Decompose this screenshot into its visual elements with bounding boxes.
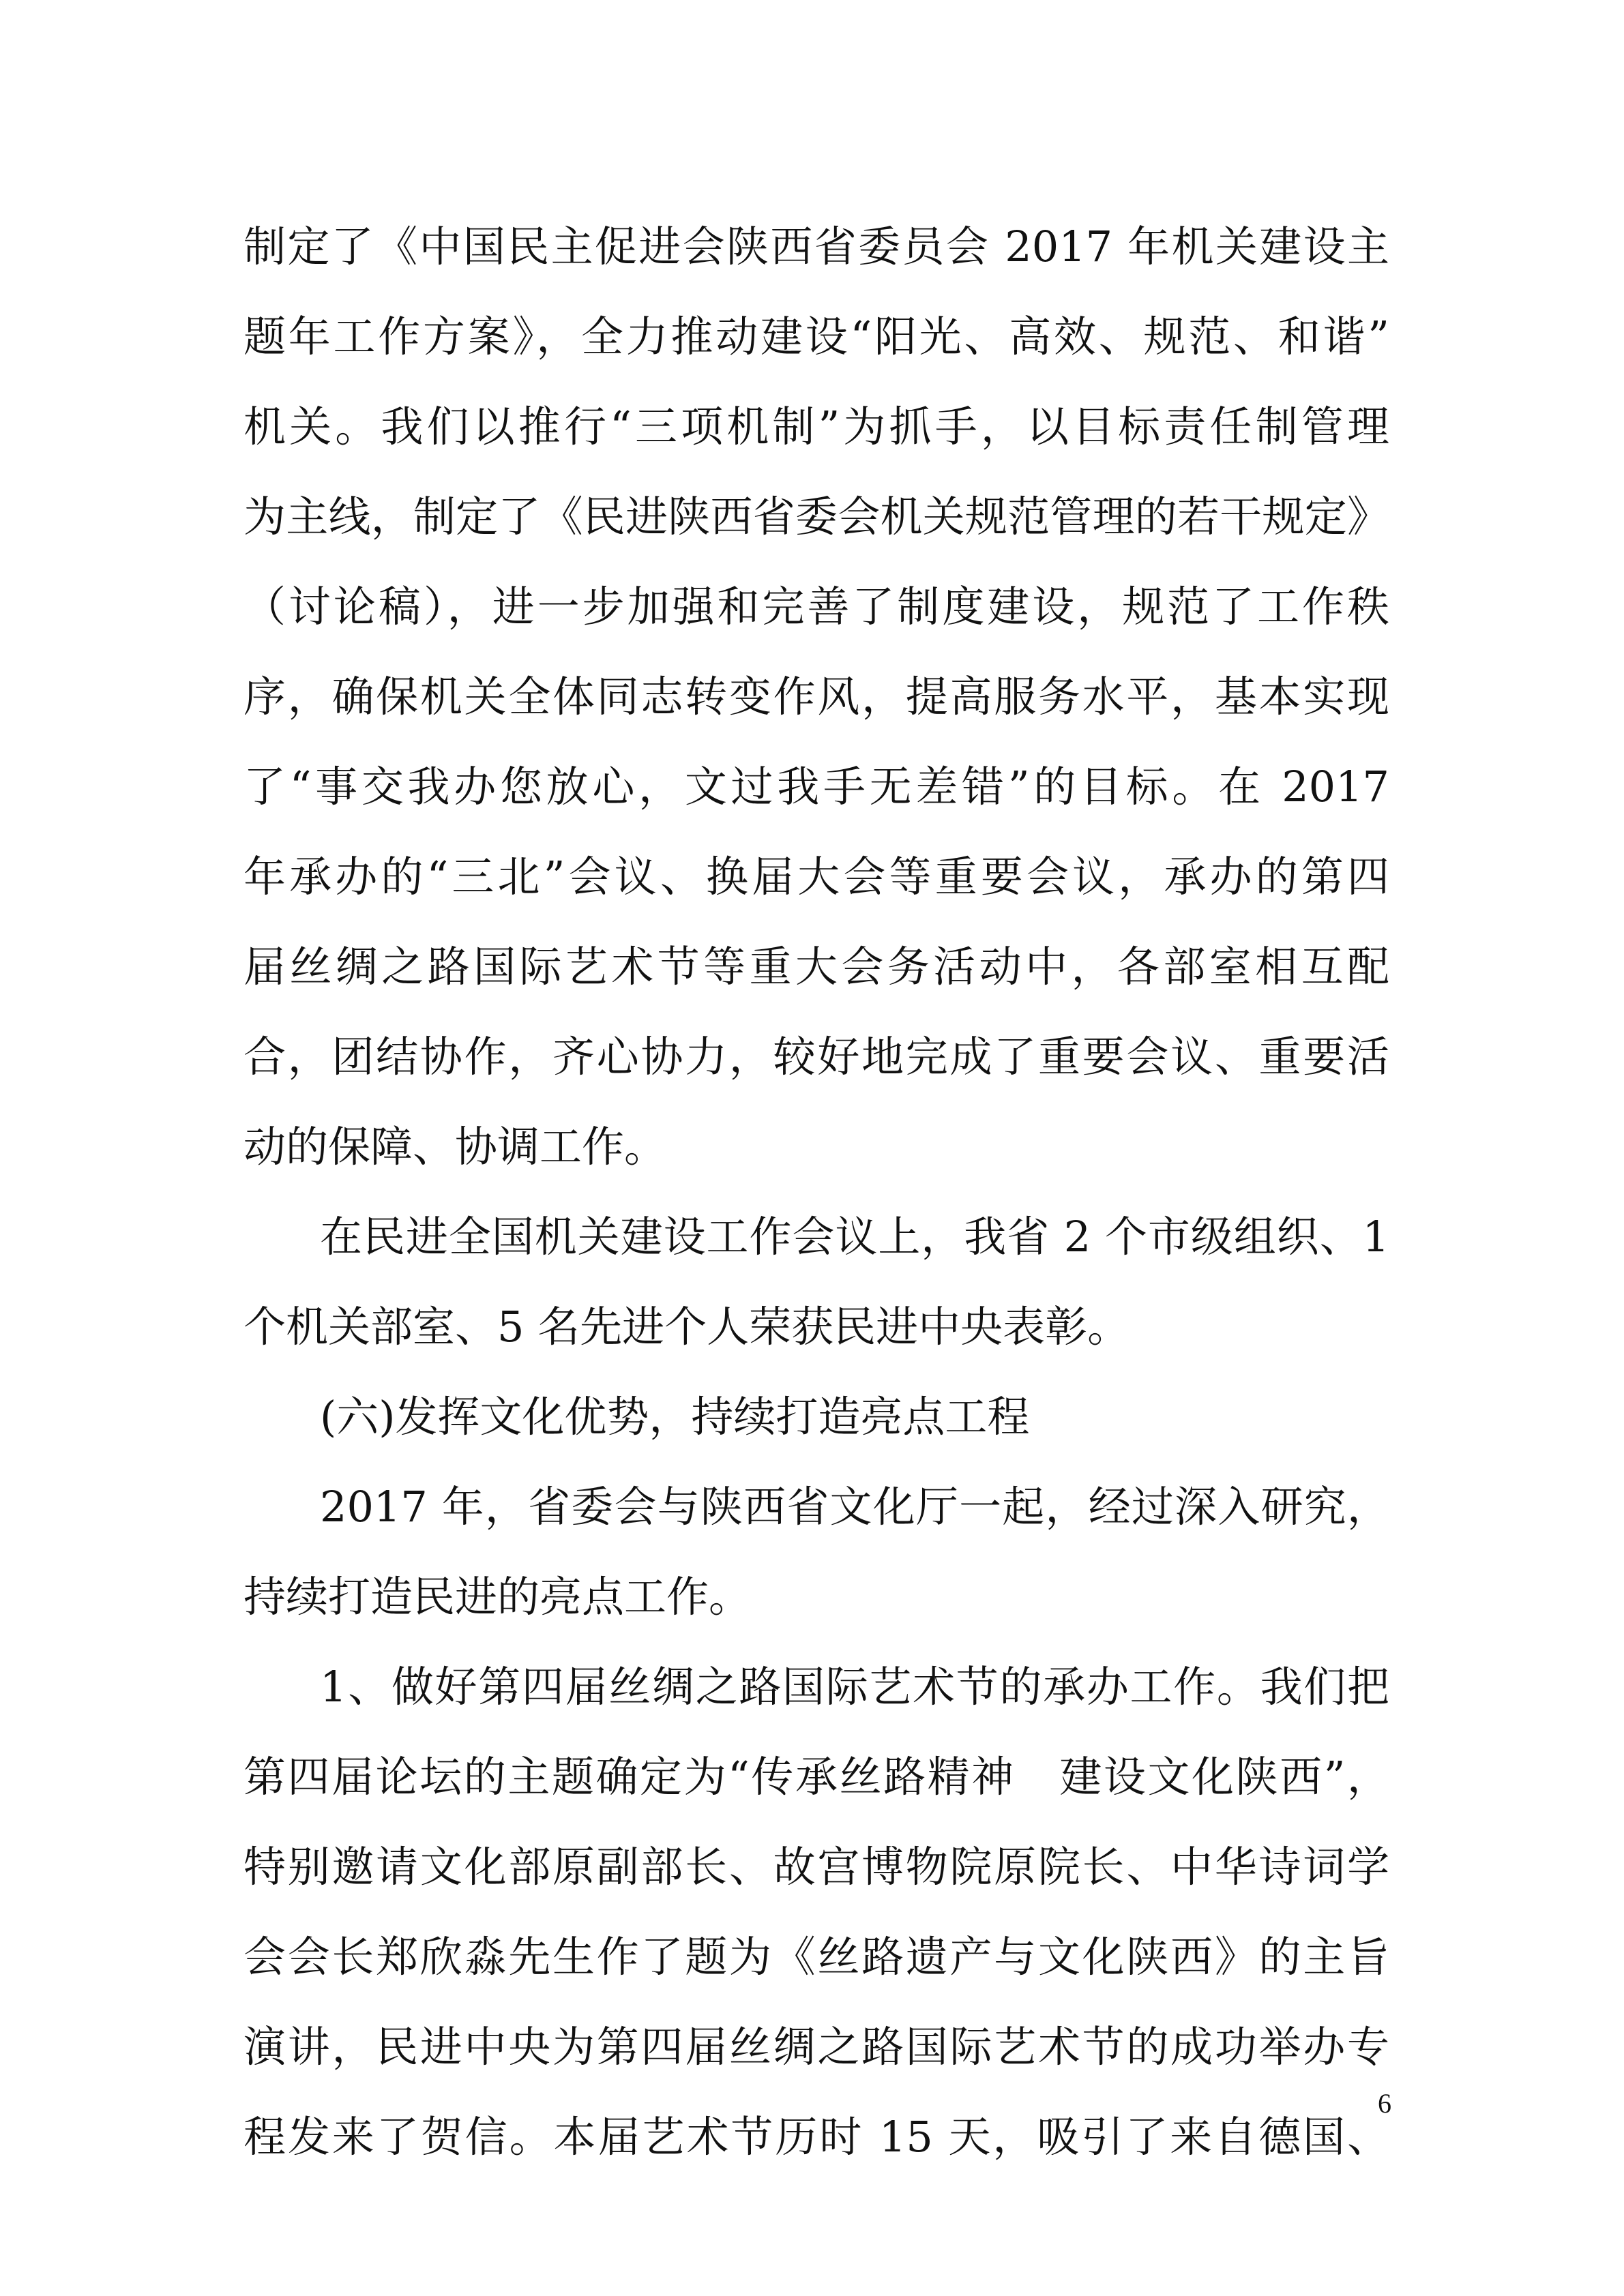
text-line: 题年工作方案》，全力推动建设“阳光、高效、规范、和谐”: [243, 312, 1389, 361]
text-line: 1、做好第四届丝绸之路国际艺术节的承办工作。我们把: [320, 1662, 1389, 1712]
text-line: 制定了《中国民主促进会陕西省委员会 2017 年机关建设主: [243, 222, 1389, 271]
text-line: 特别邀请文化部原副部长、故宫博物院原院长、中华诗词学: [243, 1842, 1389, 1892]
text-line: 机关。我们以推行“三项机制”为抓手，以目标责任制管理: [243, 402, 1389, 451]
text-line: 演讲，民进中央为第四届丝绸之路国际艺术节的成功举办专: [243, 2022, 1389, 2072]
body-text: [243, 202, 1389, 2182]
text-line: （讨论稿），进一步加强和完善了制度建设，规范了工作秩: [243, 582, 1389, 631]
text-line: 个机关部室、5 名先进个人荣获民进中央表彰。: [243, 1302, 1130, 1352]
text-line: 第四届论坛的主题确定为“传承丝路精神 建设文化陕西”，: [243, 1752, 1389, 1802]
text-line: 程发来了贺信。本届艺术节历时 15 天，吸引了来自德国、: [243, 2112, 1389, 2162]
text-line: 年承办的“三北”会议、换届大会等重要会议，承办的第四: [243, 852, 1389, 901]
text-line: 为主线，制定了《民进陕西省委会机关规范管理的若干规定》: [243, 492, 1389, 541]
text-line: 序，确保机关全体同志转变作风，提高服务水平，基本实现: [243, 672, 1389, 721]
text-line: 动的保障、协调工作。: [243, 1122, 667, 1172]
text-line: 在民进全国机关建设工作会议上，我省 2 个市级组织、1: [320, 1212, 1389, 1262]
text-line: 持续打造民进的亮点工作。: [243, 1572, 752, 1622]
text-line: 2017 年，省委会与陕西省文化厅一起，经过深入研究，: [320, 1482, 1389, 1532]
text-line: (六)发挥文化优势，持续打造亮点工程: [320, 1392, 1030, 1442]
page-number: 6: [1378, 2088, 1391, 2119]
text-line: 会会长郑欣淼先生作了题为《丝路遗产与文化陕西》的主旨: [243, 1932, 1389, 1982]
text-line: 了“事交我办您放心，文过我手无差错”的目标。在 2017: [243, 762, 1389, 811]
text-line: 届丝绸之路国际艺术节等重大会务活动中，各部室相互配: [243, 942, 1389, 992]
text-line: 合，团结协作，齐心协力，较好地完成了重要会议、重要活: [243, 1032, 1389, 1082]
